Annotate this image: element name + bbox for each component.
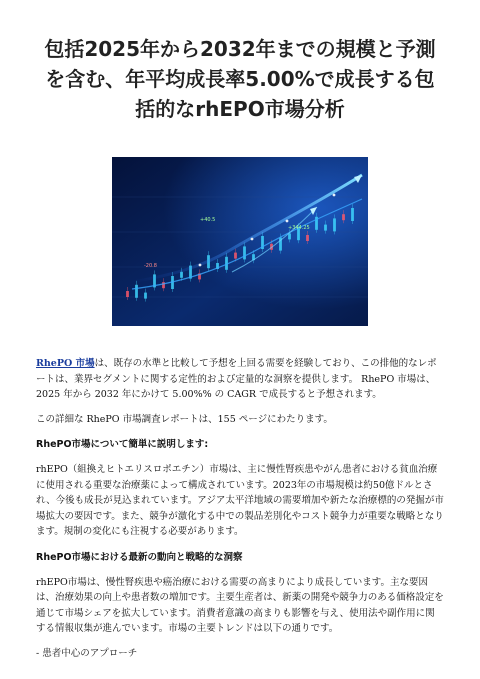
section1-body: rhEPO（組換えヒトエリスロポエチン）市場は、主に慢性腎疾患やがん患者における貧血治療に使用される重要な治療薬によって構成されています。2023年の市場規模は約50億ドルとされ、今後も成長が見込まれています。アジア太平洋地域の需要増加や新たな治療標的の発掘が市場拡大の要因です。また、競争が激化する中での製品差別化やコスト競争力が重要な戦略となります。規制の変化にも注視する必要があります。: [36, 464, 444, 537]
market-link[interactable]: RhePO 市場: [36, 358, 95, 369]
intro-text: は、既存の水準と比較して予想を上回る需要を経験しており、この排他的なレポートは、業界セグメントに関する定性的および定量的な洞察を提供します。 RhePO 市場は、2025 年から 2032 年にかけて 5.00%% の CAGR で成長すると予想されます。: [36, 358, 437, 400]
hero-label-top: +40.5: [200, 217, 216, 223]
section2-body: rhEPO市場は、慢性腎疾患や癌治療における需要の高まりにより成長しています。主な要因は、治療効果の向上や患者数の増加です。主要生産者は、新薬の開発や競争力のある価格設定を通じて市場シェアを拡大しています。消費者意識の高まりも影響を与え、使用法や副作用に関する情報収集が進んでいます。市場の主要トレンドは以下の通りです。: [36, 576, 444, 634]
hero-label-left: -20.8: [144, 263, 157, 269]
hero-image-market-growth-chart: [112, 157, 368, 326]
intro-paragraph: [36, 356, 444, 403]
section2-heading: RhePO市場における最新の動向と戦略的な洞察: [36, 551, 243, 563]
hero-label-right: +344.25: [288, 225, 310, 231]
page-title: 包括2025年から2032年までの規模と予測を含む、年平均成長率5.00%で成長する包括的なrhEPO市場分析: [44, 37, 436, 121]
section1-heading: RhePO市場について簡単に説明します:: [36, 439, 209, 450]
pages-note: この詳細な RhePO 市場調査レポートは、155 ページにわたります。: [36, 413, 333, 425]
bullet-item: - 患者中心のアプローチ: [36, 647, 138, 659]
